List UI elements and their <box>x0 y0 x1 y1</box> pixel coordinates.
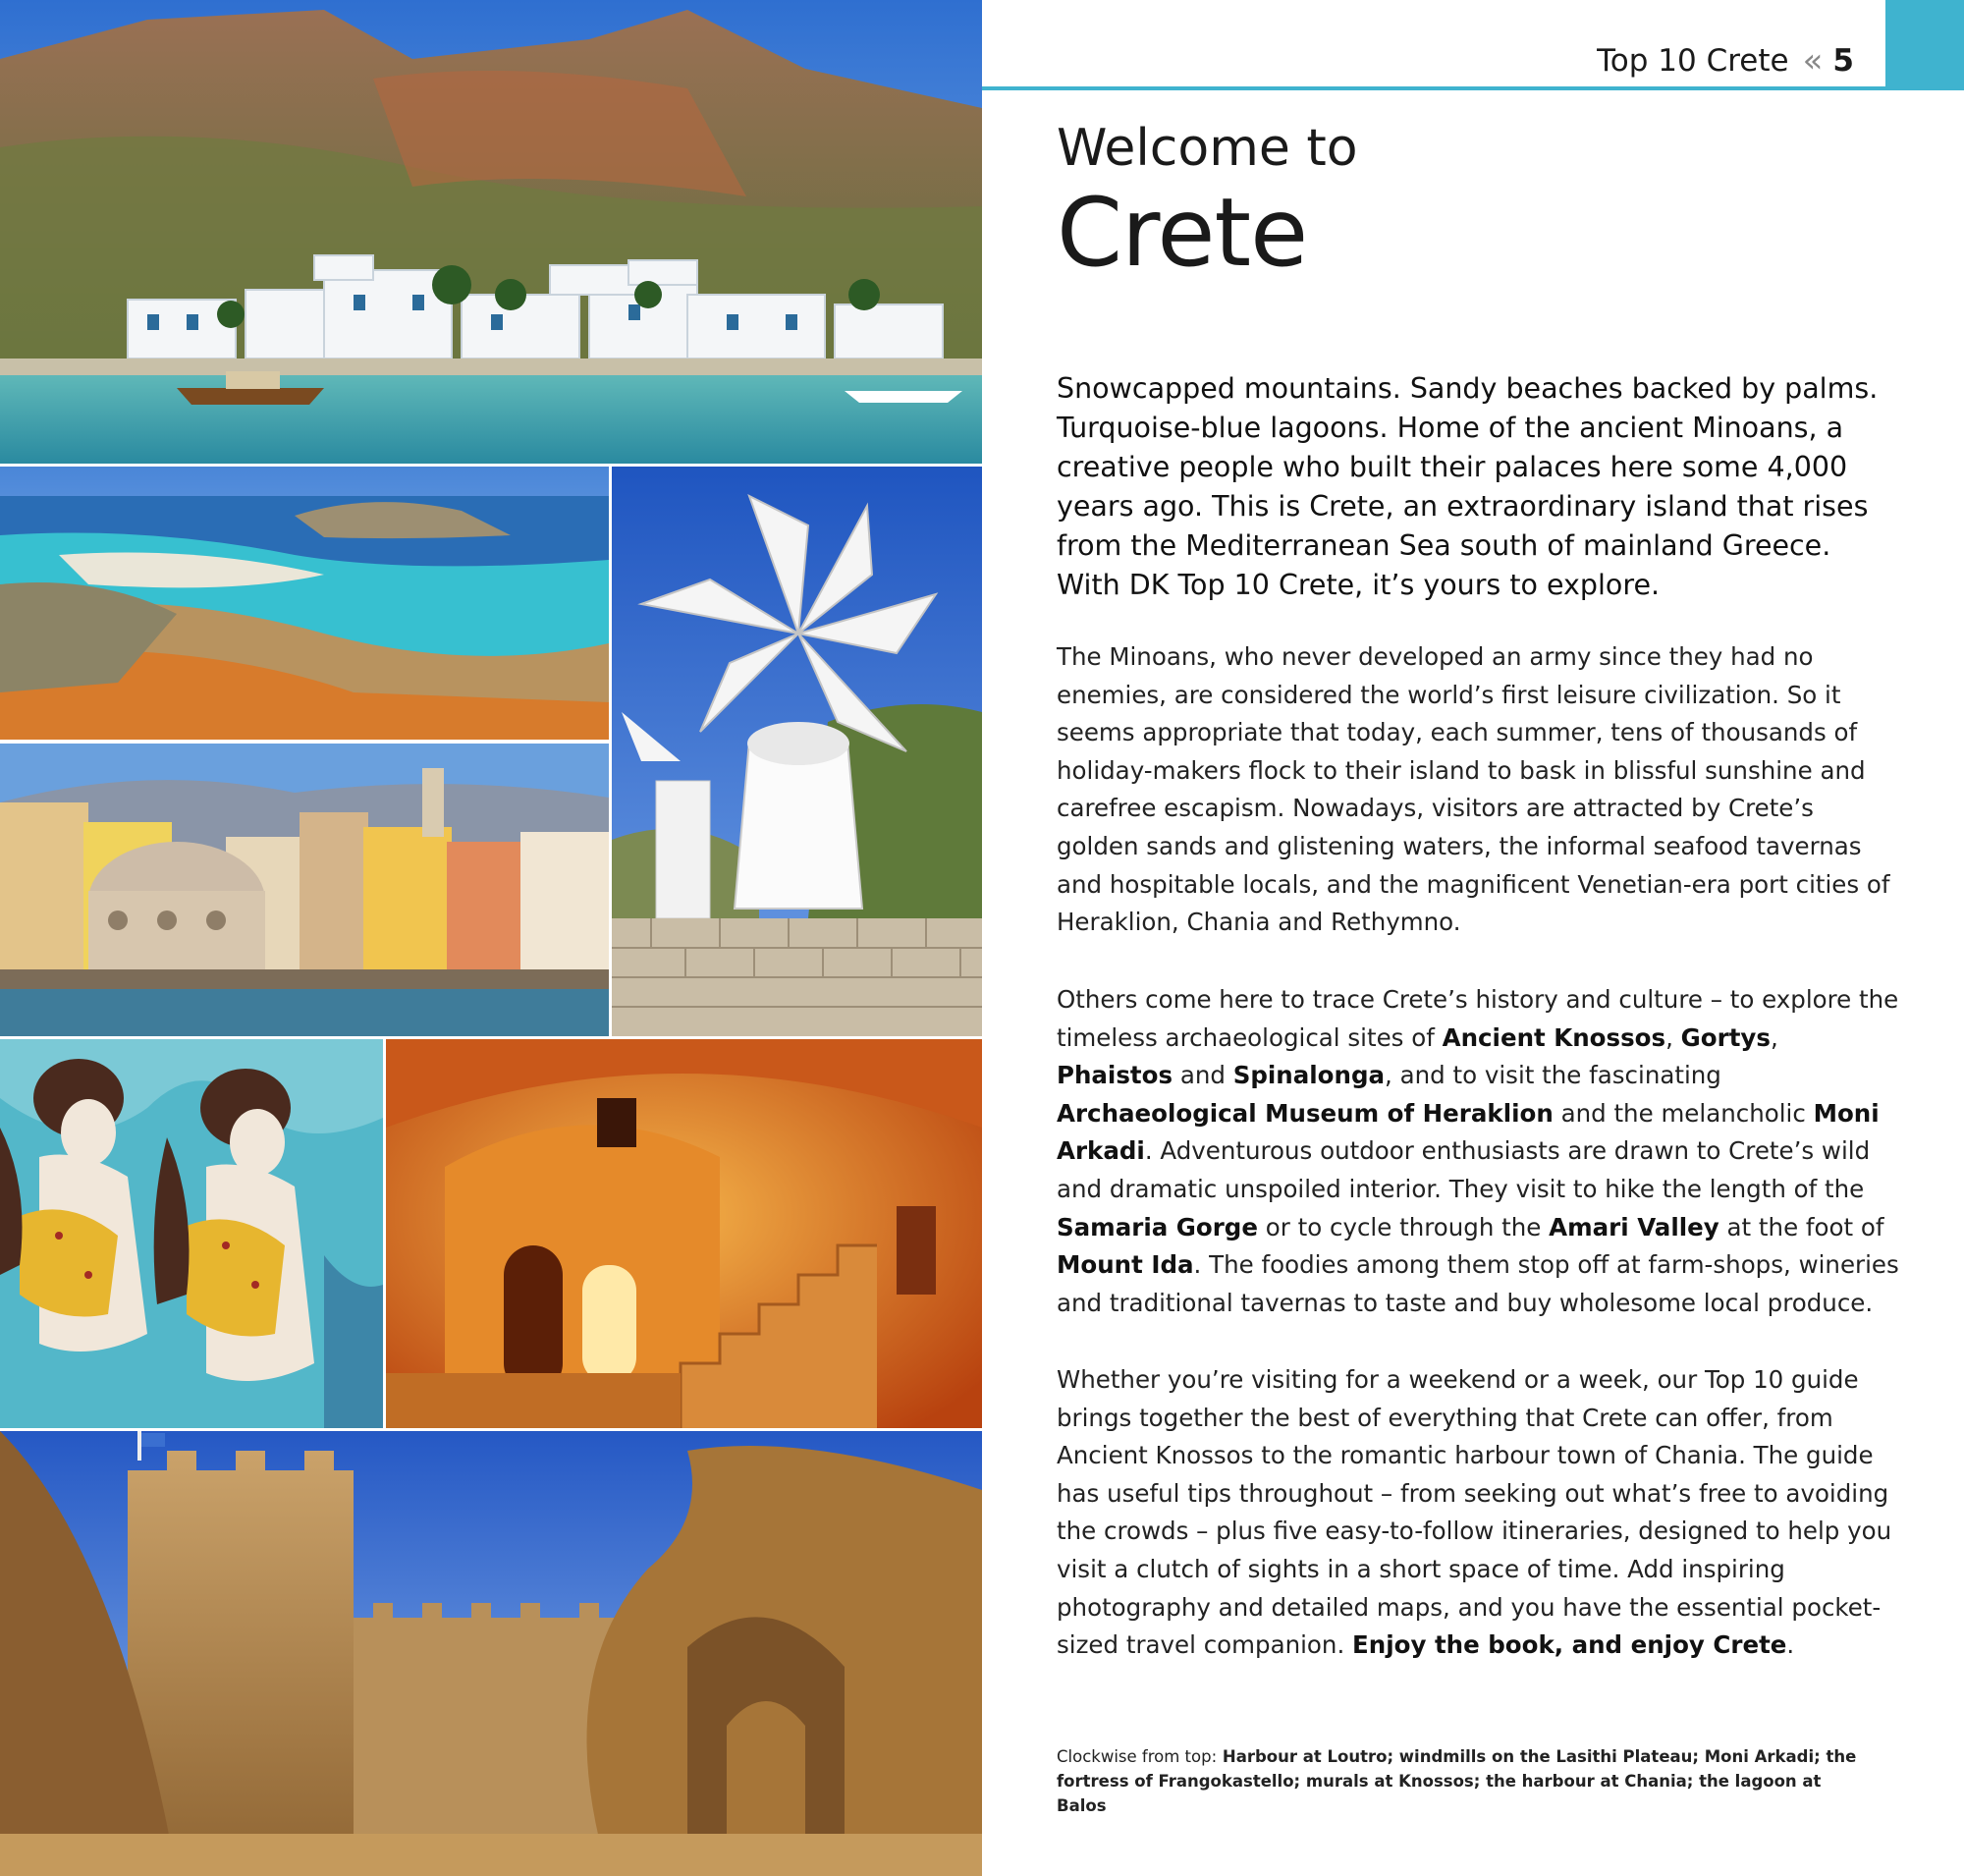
text-run: and the melancholic <box>1553 1098 1814 1128</box>
place-mount-ida: Mount Ida <box>1057 1250 1194 1280</box>
page-number: 5 <box>1832 43 1854 79</box>
body-paragraph-2 <box>1057 981 1901 1322</box>
place-moni-arkadi: Moni Arkadi <box>1057 1098 1880 1166</box>
place-samaria-gorge: Samaria Gorge <box>1057 1212 1258 1241</box>
caption-text: Harbour at Loutro; windmills on the Lasithi Plateau; Moni Arkadi; the fortress of Frangokastello; murals at Knossos; the harbour at Chania; the lagoon at Balos <box>1057 1747 1857 1815</box>
text-run: at the foot of <box>1718 1212 1884 1241</box>
heading-welcome: Welcome to <box>1057 119 1358 178</box>
place-ancient-knossos: Ancient Knossos <box>1442 1022 1666 1052</box>
photo-fortress-frangokastello <box>0 1431 982 1876</box>
body-paragraph-3 <box>1057 1361 1901 1665</box>
photo-caption <box>1057 1744 1872 1818</box>
text-run: , <box>1770 1022 1778 1052</box>
text-run: , <box>1665 1022 1681 1052</box>
photo-harbour-chania <box>0 744 609 1036</box>
photo-harbour-loutro <box>0 0 982 464</box>
separator-chevron-icon: « <box>1802 41 1820 81</box>
place-spinalonga: Spinalonga <box>1232 1061 1386 1090</box>
text-run: . Adventurous outdoor enthusiasts are drawn to Crete’s wild and dramatic unspoiled interior. They visit to hike the length of the <box>1057 1136 1871 1203</box>
lead-paragraph: Snowcapped mountains. Sandy beaches backed by palms. Turquoise-blue lagoons. Home of the ancient Minoans, a creative people who built their palaces here some 4,000 years ago. This is Crete, an extraordinary island that rises from the Mediterranean Sea south of mainland Greece. With DK Top 10 Crete, it’s yours to explore. <box>1057 372 1879 601</box>
caption-lead: Clockwise from top: <box>1057 1747 1218 1766</box>
text-run: , and to visit the fascinating <box>1385 1061 1721 1090</box>
photo-murals-knossos <box>0 1039 383 1428</box>
text-run: or to cycle through the <box>1257 1212 1550 1241</box>
closing-period: . <box>1786 1630 1795 1660</box>
header-rule <box>982 86 1964 90</box>
photo-windmills-lasithi <box>612 467 982 1036</box>
running-title: Top 10 Crete <box>1597 43 1789 79</box>
page-title: Crete <box>1057 178 1308 288</box>
header-color-tab <box>1885 0 1964 90</box>
place-phaistos: Phaistos <box>1057 1061 1173 1090</box>
heading-block <box>1057 118 1901 287</box>
body-paragraph-1: The Minoans, who never developed an army since they had no enemies, are considered the world’s first leisure civilization. So it seems appropriate that today, each summer, tens of thousands of holiday-makers flock to their island to bask in blissful sunshine and carefree escapism. Nowadays, visitors are attracted by Crete’s golden sands and glistening waters, the informal seafood tavernas and hospitable locals, and the magnificent Venetian-era port cities of Heraklion, Chania and Rethymno. <box>1057 642 1890 937</box>
text-run: and <box>1173 1061 1233 1090</box>
photo-lagoon-balos <box>0 467 609 740</box>
text-run: . The foodies among them stop off at farm-shops, wineries and traditional tavernas to taste and buy wholesome local produce. <box>1057 1250 1899 1317</box>
place-gortys: Gortys <box>1680 1022 1771 1052</box>
place-amari-valley: Amari Valley <box>1549 1212 1719 1241</box>
photo-moni-arkadi <box>386 1039 982 1428</box>
closing-line: Enjoy the book, and enjoy Crete <box>1352 1630 1787 1660</box>
place-archaeological-museum: Archaeological Museum of Heraklion <box>1057 1098 1554 1128</box>
running-head <box>1597 41 1854 81</box>
text-run: Whether you’re visiting for a weekend or a week, our Top 10 guide brings together the best of everything that Crete can offer, from Ancient Knossos to the romantic harbour town of Chania. The guide has useful tips throughout – from seeking out what’s free to avoiding the crowds – plus five easy-to-follow itineraries, designed to help you visit a clutch of sights in a short space of time. Add inspiring photography and detailed maps, and you have the essential pocket-sized travel companion. <box>1057 1365 1892 1660</box>
text-run: Others come here to trace Crete’s history and culture – to explore the timeless archaeological sites of <box>1057 985 1899 1052</box>
